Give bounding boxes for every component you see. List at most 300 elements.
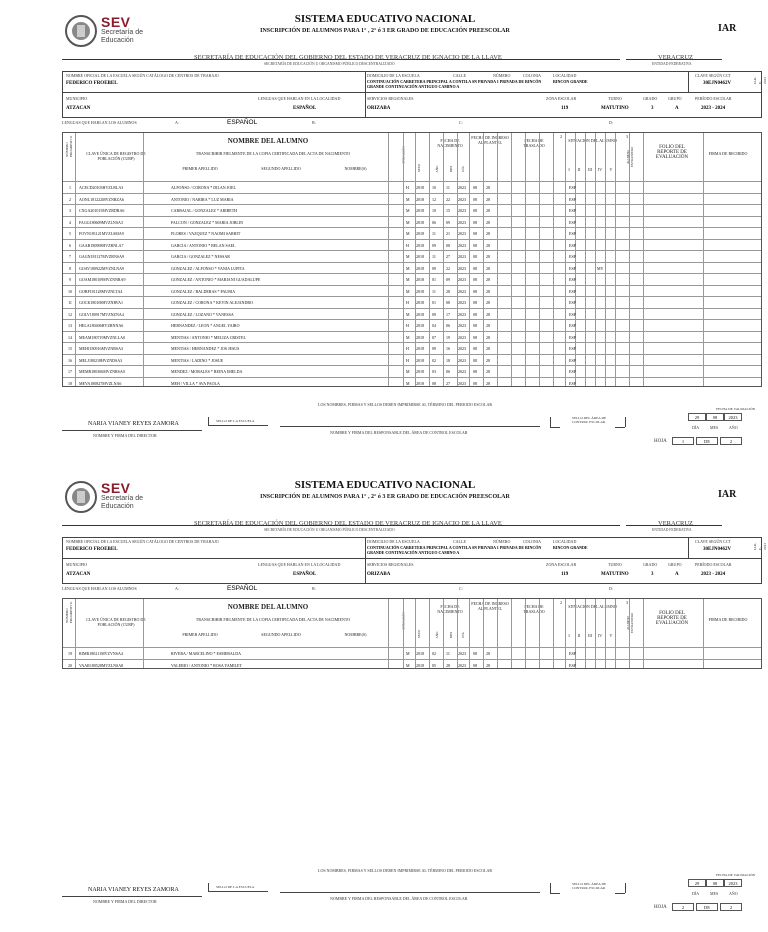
secretaria-caption: SECRETARÍA DE EDUCACIÓN U ORGANISMO PÚBLICO DESCENTRALIZADO <box>264 62 395 66</box>
table-row <box>63 250 761 262</box>
lengua-label: LENGUAS QUE HABLAN EN LA LOCALIDAD <box>258 562 341 567</box>
row-birth-year: 2018 <box>416 242 424 248</box>
row-sex: H <box>406 357 409 363</box>
row-number: 1 <box>69 185 71 190</box>
row-ingreso-month: 08 <box>473 380 477 386</box>
row-number: 11 <box>68 300 72 305</box>
row-birth-year: 2018 <box>416 219 424 225</box>
footer-note: LOS NOMBRES, FIRMAS Y SELLOS DEBEN IMPRIMIRSE AL TÉRMINO DEL PERIODO ESCOLAR <box>318 868 493 873</box>
row-name: GONZALEZ / LOZANO * VANESSA <box>171 311 234 317</box>
row-number: 8 <box>69 265 71 271</box>
hoja-label: HOJA <box>654 439 667 444</box>
row-ingreso-day: 28 <box>486 277 490 282</box>
school-info-box <box>62 71 767 118</box>
table-row <box>63 262 761 274</box>
row-birth-day: 19 <box>446 334 450 340</box>
row-birth-day: 11 <box>446 185 450 190</box>
form-code: IAR <box>718 489 737 500</box>
brand-subtitle: Secretaría de Educación <box>101 29 144 44</box>
row-ingreso-year: 2023 <box>458 265 466 271</box>
servicios-label: SERVICIOS REGIONALES <box>367 96 414 101</box>
row-ingreso-year: 2023 <box>458 651 466 656</box>
row-curp: GOBP181128MVZNLTA4 <box>79 288 123 294</box>
lenguas-alumnos <box>62 120 762 125</box>
row-name: FLORES / VAZQUEZ * NAOMI SARHIT <box>171 231 241 236</box>
mes-caption: MES <box>710 891 719 896</box>
row-birth-month: 02 <box>432 651 436 656</box>
row-sex: M <box>406 196 410 202</box>
anio-caption: AÑO <box>729 891 738 896</box>
table-row <box>63 204 761 216</box>
lengua-d-label: D: <box>609 586 613 591</box>
col-situacion: SITUACIÓN <box>401 612 406 630</box>
row-sex: M <box>406 662 410 668</box>
director-caption: NOMBRE Y FIRMA DEL DIRECTOR <box>93 899 157 904</box>
brand-subtitle: Secretaría de Educación <box>101 495 144 510</box>
row-name: MENTIAS / LADINO * JOSUE <box>171 357 224 363</box>
row-name: HERNANDEZ / LEON * ANGEL YAIRO <box>171 323 240 328</box>
row-name: GONZALEZ / ANTONIO * MARIANI GUADALUPE <box>171 277 261 282</box>
col-nombres: NOMBRE(S) <box>344 166 367 171</box>
lengua-c-label: C: <box>459 586 463 591</box>
hoja-total: 2 <box>720 437 742 445</box>
row-birth-day: 06 <box>446 369 450 374</box>
row-ingreso-day: 28 <box>486 242 490 248</box>
table-row <box>63 181 761 193</box>
secretaria-caption: SECRETARÍA DE EDUCACIÓN U ORGANISMO PÚBLICO DESCENTRALIZADO <box>264 528 395 532</box>
row-ingreso-day: 28 <box>486 323 490 328</box>
col-v: V <box>609 167 613 172</box>
row-birth-month: 11 <box>432 254 436 259</box>
col-ii: II <box>577 633 581 638</box>
row-ingreso-month: 08 <box>473 662 477 668</box>
table-row <box>63 273 761 285</box>
fecha-anio: 2023 <box>724 413 742 421</box>
row-birth-month: 10 <box>432 185 436 190</box>
row-ingreso-month: 08 <box>473 254 477 259</box>
control-caption: NOMBRE Y FIRMA DEL RESPONSABLE DEL ÁREA DE CONTROL ESCOLAR <box>330 430 468 435</box>
col-sexo: SEXO <box>417 163 421 173</box>
col-v: V <box>609 633 613 638</box>
col-n2: 2 <box>560 134 562 139</box>
row-curp: ACECD20103HVZLRLA3 <box>79 185 124 190</box>
school-info-box <box>62 537 767 584</box>
row-birth-day: 21 <box>446 231 450 236</box>
school-localidad: RINCON GRANDE <box>553 545 588 550</box>
row-curp: FAGG180609MVZLNSA3 <box>79 219 123 225</box>
row-note: MY <box>597 265 604 271</box>
row-status: ESP <box>569 311 576 317</box>
hoja-total: 2 <box>720 903 742 911</box>
row-status: ESP <box>569 357 576 363</box>
grado-label: GRADO <box>643 562 658 567</box>
municipio-label: MUNICIPIO <box>66 96 88 101</box>
table-row <box>63 377 761 389</box>
sello-control: SELLO DEL ÁREA DE CONTROL ESCOLAR <box>572 416 607 424</box>
row-ingreso-month: 08 <box>473 323 477 328</box>
row-sex: M <box>406 369 410 374</box>
row-curp: CXGA201015MVZRDRA6 <box>79 208 125 213</box>
row-birth-month: 04 <box>432 323 436 328</box>
dia-caption: DÍA <box>692 891 700 896</box>
calle-label: CALLE <box>453 73 466 78</box>
mes-caption: MES <box>710 425 719 430</box>
divider <box>62 59 620 60</box>
row-name: GARCIA / GONZALEZ * NESSAR <box>171 254 230 259</box>
col-fnac: FECHA DE NACIMIENTO <box>437 138 463 148</box>
row-curp: GOAM180109MVZNNRA9 <box>79 277 126 282</box>
row-birth-month: 01 <box>432 300 436 305</box>
row-birth-month: 07 <box>432 334 436 340</box>
fecha-mes: 08 <box>706 413 724 421</box>
row-status: ESP <box>569 288 576 294</box>
lengua-a: ESPAÑOL <box>227 585 258 592</box>
row-sex: M <box>406 277 410 282</box>
fecha-validacion-label: FECHA DE VALIDACIÓN <box>716 873 756 877</box>
fecha-dia: 29 <box>688 879 706 887</box>
row-birth-month: 11 <box>432 288 436 294</box>
col-dia: DÍA <box>461 632 465 638</box>
side-code: IAR-P-2023 <box>753 542 767 550</box>
hoja-label: HOJA <box>654 905 667 910</box>
row-sex: M <box>406 311 410 317</box>
row-ingreso-year: 2023 <box>458 334 466 340</box>
domicilio-label: DOMICILIO DE LA ESCUELA <box>367 73 420 78</box>
row-birth-year: 2018 <box>416 311 424 317</box>
row-birth-day: 08 <box>446 300 450 305</box>
row-curp: AONL181222MVZNRZA6 <box>79 196 124 202</box>
row-birth-year: 2018 <box>416 231 424 236</box>
dia-caption: DÍA <box>692 425 700 430</box>
localidad-label: LOCALIDAD <box>553 539 577 544</box>
row-status: ESP <box>569 196 576 202</box>
row-ingreso-day: 28 <box>486 651 490 656</box>
sello-control: SELLO DEL ÁREA DE CONTROL ESCOLAR <box>572 882 607 890</box>
row-sex: H <box>406 323 409 328</box>
row-curp: GOAV180922MVZNLNA9 <box>79 265 125 271</box>
school-address: CONTINUACIÓN CARRETERA PRINCIPAL A CONTILA SN PRIVADA 1 PRIVADA DE RINCÓN GRANDE CONTINUACIÓN ANTIGUO CAMINO A <box>367 545 542 555</box>
row-sex: M <box>406 254 410 259</box>
col-anio: AÑO <box>435 165 439 173</box>
entidad-caption: ENTIDAD FEDERATIVA <box>652 528 692 532</box>
row-birth-year: 2018 <box>416 323 424 328</box>
row-birth-year: 2018 <box>416 300 424 305</box>
col-primer: PRIMER APELLIDO <box>182 632 218 637</box>
grupo: A <box>675 106 679 111</box>
col-iv: IV <box>597 633 603 638</box>
lenguas-label: LENGUAS QUE HABLAN LOS ALUMNOS <box>62 586 137 591</box>
row-sex: M <box>406 208 410 213</box>
lengua-b-label: B: <box>312 120 316 125</box>
row-name: GARCIA / ANTONIO * BELAN SAEL <box>171 242 236 248</box>
row-ingreso-month: 08 <box>473 369 477 374</box>
row-status: ESP <box>569 323 576 328</box>
row-birth-day: 22 <box>446 196 450 202</box>
table-row <box>63 296 761 308</box>
lengua-d-label: D: <box>609 120 613 125</box>
entidad-caption: ENTIDAD FEDERATIVA <box>652 62 692 66</box>
row-ingreso-month: 08 <box>473 242 477 248</box>
col-n2: 2 <box>560 600 562 605</box>
row-birth-month: 06 <box>432 219 436 225</box>
col-i: I <box>568 633 570 638</box>
row-birth-day: 28 <box>446 288 450 294</box>
brand-title: SEV <box>101 14 131 30</box>
row-birth-month: 10 <box>432 208 436 213</box>
col-fnac: FECHA DE NACIMIENTO <box>437 604 463 614</box>
row-curp: GAAB180908HVZRNLA7 <box>79 242 124 248</box>
periodo: 2023 - 2024 <box>701 572 726 577</box>
row-ingreso-year: 2023 <box>458 231 466 236</box>
row-ingreso-month: 08 <box>473 185 477 190</box>
row-birth-year: 2018 <box>416 185 424 190</box>
divider <box>62 525 620 526</box>
divider <box>626 525 722 526</box>
row-ingreso-year: 2023 <box>458 242 466 248</box>
col-n3: 3 <box>626 600 628 605</box>
row-ingreso-month: 08 <box>473 651 477 656</box>
col-segundo: SEGUNDO APELLIDO <box>261 166 301 171</box>
page-subtitle: INSCRIPCIÓN DE ALUMNOS PARA 1° , 2° ó 3 ER GRADO DE EDUCACIÓN PREESCOLAR <box>260 494 510 500</box>
row-name: MEH / VILLA * AVA PAOLA <box>171 380 220 386</box>
row-number: 5 <box>69 231 71 236</box>
row-ingreso-day: 28 <box>486 196 490 202</box>
row-ingreso-year: 2023 <box>458 208 466 213</box>
row-curp: VAAR180528MVZLNSA8 <box>79 662 124 668</box>
row-birth-year: 2018 <box>416 346 424 351</box>
col-i: I <box>568 167 570 172</box>
row-birth-day: 09 <box>446 219 450 225</box>
row-birth-day: 15 <box>446 208 450 213</box>
row-curp: HELA180406HVZRNNA6 <box>79 323 124 328</box>
col-segundo: SEGUNDO APELLIDO <box>261 632 301 637</box>
row-ingreso-day: 28 <box>486 369 490 374</box>
col-mes: MES <box>449 631 453 639</box>
calle-label: CALLE <box>453 539 466 544</box>
row-birth-year: 2018 <box>416 265 424 271</box>
hoja-num: 2 <box>672 903 694 911</box>
col-fing: FECHA DE INGRESO AL PLANTEL <box>471 601 509 611</box>
col-iii: III <box>588 633 592 638</box>
row-ingreso-month: 08 <box>473 334 477 340</box>
row-birth-month: 01 <box>432 277 436 282</box>
row-sex: H <box>406 242 409 248</box>
row-ingreso-day: 28 <box>486 231 490 236</box>
row-birth-day: 11 <box>446 651 450 656</box>
coat-of-arms-icon <box>64 14 98 48</box>
col-folio: FOLIO DEL REPORTE DE EVALUACIÓN <box>655 145 689 160</box>
row-ingreso-month: 08 <box>473 311 477 317</box>
row-name: MENDEZ / MORALES * REINA IMELDA <box>171 369 243 374</box>
row-sex: M <box>406 288 410 294</box>
col-folio: FOLIO DEL REPORTE DE EVALUACIÓN <box>655 611 689 626</box>
form-code: IAR <box>718 23 737 34</box>
table-row <box>63 239 761 251</box>
col-primer: PRIMER APELLIDO <box>182 166 218 171</box>
row-ingreso-day: 28 <box>486 254 490 259</box>
row-ingreso-year: 2023 <box>458 357 466 363</box>
students-table <box>62 132 762 387</box>
sello-escuela: SELLO DE LA ESCUELA <box>216 419 255 423</box>
col-extranjero: ALUMNO EXTRANJERO <box>626 146 634 168</box>
control-caption: NOMBRE Y FIRMA DEL RESPONSABLE DEL ÁREA DE CONTROL ESCOLAR <box>330 896 468 901</box>
zona-label: ZONA ESCOLAR <box>546 562 577 567</box>
periodo: 2023 - 2024 <box>701 106 726 111</box>
col-ftras: FECHA DE TRASLADO <box>523 604 545 614</box>
hoja-num: 1 <box>672 437 694 445</box>
row-name: ANTONIO / NARIRA * LUZ MARIA <box>171 196 234 202</box>
municipio: ATZACAN <box>66 106 91 111</box>
page-title: SISTEMA EDUCATIVO NACIONAL <box>294 13 476 25</box>
hoja-de: DE <box>696 437 718 445</box>
row-sex: M <box>406 265 410 271</box>
col-transcribir: TRANSCRIBIR FIELMENTE DE LA COPIA CERTIFICADA DEL ACTA DE NACIMIENTO <box>195 151 351 156</box>
school-name: FEDERICO FROEBEL <box>66 547 118 552</box>
row-status: ESP <box>569 651 576 656</box>
grupo-label: GRUPO <box>668 96 682 101</box>
row-birth-month: 11 <box>432 231 436 236</box>
lenguas-alumnos <box>62 586 762 591</box>
row-status: ESP <box>569 346 576 351</box>
row-ingreso-day: 28 <box>486 288 490 294</box>
col-curp: CLAVE ÚNICA DE REGISTRO DE POBLACIÓN (CURP) <box>86 617 146 627</box>
row-number: 13 <box>68 323 72 328</box>
sev-logo <box>64 480 152 514</box>
row-status: ESP <box>569 265 576 271</box>
row-birth-day: 17 <box>446 311 450 317</box>
brand-title: SEV <box>101 480 131 496</box>
municipio: ATZACAN <box>66 572 91 577</box>
row-birth-month: 09 <box>432 346 436 351</box>
lengua: ESPAÑOL <box>293 106 317 111</box>
cct-label: CLAVE SEGÚN CCT <box>695 539 731 544</box>
row-ingreso-month: 08 <box>473 346 477 351</box>
row-name: MENTIAS / HERNANDEZ * JOS JESUS <box>171 346 240 351</box>
row-name: MENTIAS / ANTONIO * MELIZA CRISTEL <box>171 334 246 340</box>
row-ingreso-day: 28 <box>486 346 490 351</box>
domicilio-label: DOMICILIO DE LA ESCUELA <box>367 539 420 544</box>
row-name: CARBAJAL / GONZALEZ * ARIBETH <box>171 208 238 213</box>
row-ingreso-year: 2023 <box>458 369 466 374</box>
col-extranjero: ALUMNO EXTRANJERO <box>626 612 634 634</box>
row-sex: M <box>406 651 410 656</box>
lengua-b-label: B: <box>312 586 316 591</box>
col-firma: FIRMA DE RECIBIDO <box>708 617 748 622</box>
row-birth-year: 2018 <box>416 662 424 668</box>
table-row <box>63 308 761 320</box>
row-curp: MEVA180827MVZLNA6 <box>79 380 122 386</box>
lengua: ESPAÑOL <box>293 572 317 577</box>
row-sex: H <box>406 300 409 305</box>
row-name: GONZALEZ / ALFONSO * VANIA LUPITA <box>171 265 245 271</box>
anio-caption: AÑO <box>729 425 738 430</box>
row-number: 18 <box>68 380 72 386</box>
row-ingreso-year: 2023 <box>458 277 466 282</box>
fecha-dia: 29 <box>688 413 706 421</box>
row-number: 6 <box>69 242 71 248</box>
students-table <box>62 598 762 669</box>
fecha-mes: 08 <box>706 879 724 887</box>
table-row <box>63 354 761 366</box>
row-ingreso-year: 2023 <box>458 346 466 351</box>
zona: 119 <box>561 106 569 111</box>
row-birth-month: 03 <box>432 369 436 374</box>
localidad-label: LOCALIDAD <box>553 73 577 78</box>
row-birth-month: 05 <box>432 662 436 668</box>
director-name: NARIA VIANEY REYES ZAMORA <box>88 421 179 427</box>
hoja-de: DE <box>696 903 718 911</box>
row-name: ALFONSO / CORONA * DILAN JOEL <box>171 185 237 190</box>
row-birth-year: 2018 <box>416 277 424 282</box>
form-page <box>0 466 768 932</box>
row-name: GONZALEZ / CORONA * KEVIN ALEJANDRO <box>171 300 253 305</box>
col-fing: FECHA DE INGRESO AL PLANTEL <box>471 135 509 145</box>
row-ingreso-month: 08 <box>473 219 477 225</box>
row-ingreso-year: 2023 <box>458 323 466 328</box>
row-number: 20 <box>68 662 72 668</box>
school-name-label: NOMBRE OFICIAL DE LA ESCUELA SEGÚN CATÁLOGO DE CENTROS DE TRABAJO <box>66 73 219 78</box>
row-ingreso-day: 28 <box>486 208 490 213</box>
row-name: FALCON / GONZALEZ * MARIA JOBLIN <box>171 219 244 225</box>
row-ingreso-month: 08 <box>473 288 477 294</box>
col-nombre: NOMBRE DEL ALUMNO <box>227 137 309 145</box>
row-ingreso-year: 2023 <box>458 662 466 668</box>
row-number: 9 <box>69 277 71 282</box>
row-number: 10 <box>68 288 72 294</box>
row-birth-day: 27 <box>446 380 450 386</box>
col-sitalumno: SITUACIÓN DEL ALUMNO <box>568 604 617 609</box>
row-ingreso-month: 08 <box>473 277 477 282</box>
row-sex: M <box>406 219 410 225</box>
row-number: 19 <box>68 651 72 656</box>
zona-label: ZONA ESCOLAR <box>546 96 577 101</box>
row-curp: FOVN181121MVZLSMA9 <box>79 231 124 236</box>
row-sex: H <box>406 346 409 351</box>
table-row <box>63 216 761 228</box>
row-birth-day: 28 <box>446 662 450 668</box>
row-ingreso-year: 2023 <box>458 288 466 294</box>
servicios: ORIZABA <box>367 572 391 577</box>
row-ingreso-month: 08 <box>473 196 477 202</box>
row-ingreso-month: 08 <box>473 265 477 271</box>
entidad: VERACRUZ <box>658 54 694 61</box>
row-name: GONZALEZ / BALDERAS * PAUBIA <box>171 288 236 294</box>
page-title: SISTEMA EDUCATIVO NACIONAL <box>294 479 476 491</box>
lengua-a: ESPAÑOL <box>227 119 258 126</box>
row-status: ESP <box>569 662 576 668</box>
col-situacion: SITUACIÓN <box>401 146 406 164</box>
row-number: 4 <box>69 219 71 225</box>
turno-label: TURNO <box>608 562 622 567</box>
director-name: NARIA VIANEY REYES ZAMORA <box>88 887 179 893</box>
sello-escuela: SELLO DE LA ESCUELA <box>216 885 255 889</box>
row-birth-day: 09 <box>446 277 450 282</box>
numero-label: NÚMERO <box>493 539 511 544</box>
numero-label: NÚMERO <box>493 73 511 78</box>
row-status: ESP <box>569 219 576 225</box>
grado-label: GRADO <box>643 96 658 101</box>
row-number: 3 <box>69 208 71 213</box>
row-number: 15 <box>68 346 72 351</box>
sev-logo <box>64 14 152 48</box>
row-curp: GOLV180917MVZNZNA4 <box>79 311 124 317</box>
row-curp: RIMR180211MVZVNSA4 <box>79 651 123 656</box>
side-code: IAR-P-2023 <box>753 76 767 84</box>
table-row <box>63 647 761 659</box>
row-ingreso-day: 28 <box>486 219 490 225</box>
row-curp: GAGN181127MVZRNSA9 <box>79 254 124 259</box>
col-nombres: NOMBRE(S) <box>344 632 367 637</box>
